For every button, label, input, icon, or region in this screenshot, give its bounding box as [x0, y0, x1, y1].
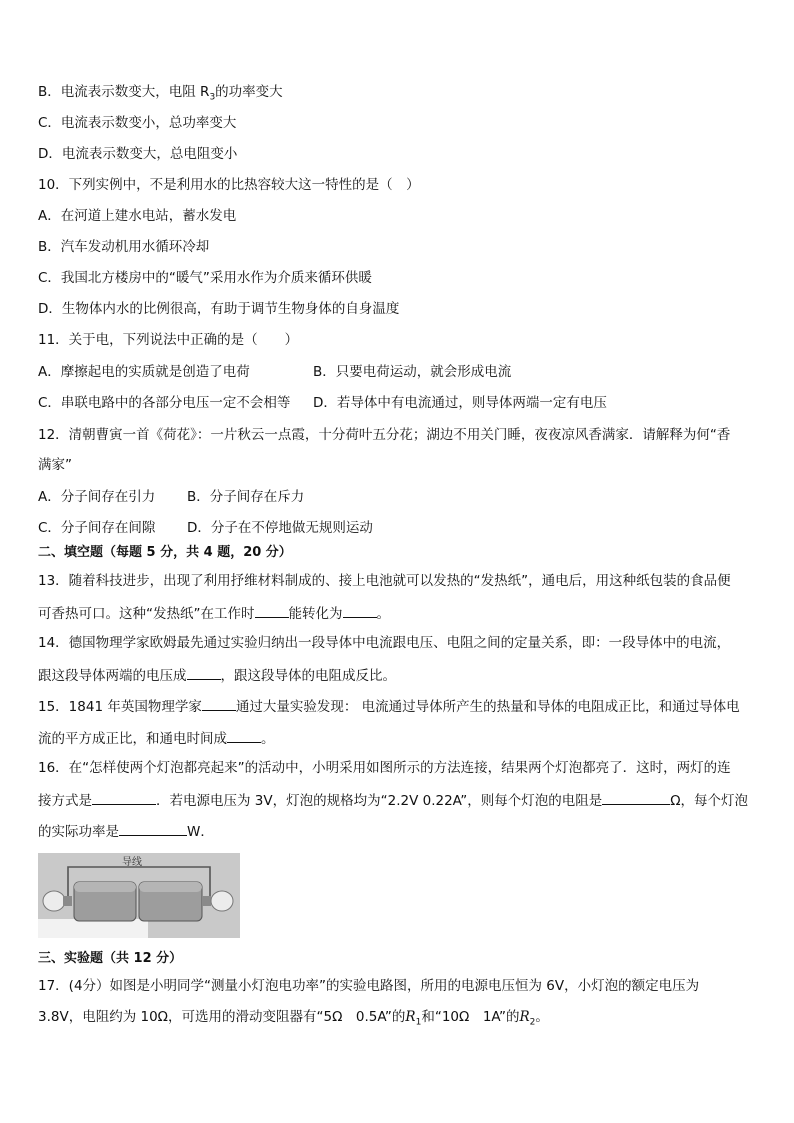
q9-option-d: D．电流表示数变大，总电阻变小 — [38, 146, 238, 162]
battery-bulb-figure — [38, 853, 240, 938]
q16-line3: 的实际功率是 W． — [38, 821, 214, 841]
answer-blank — [227, 728, 261, 743]
q14-line1: 14．德国物理学家欧姆最先通过实验归纳出一段导体中电流跟电压、电阻之间的定量关系，即：一段导体中的电流， — [38, 635, 731, 651]
answer-blank — [92, 790, 156, 805]
circuit-photo — [38, 853, 240, 938]
q12-option-c: C．分子间存在间隙 — [38, 520, 156, 536]
q11-option-c: C．串联电路中的各部分电压一定不会相等 — [38, 395, 291, 411]
q15-line2: 流的平方成正比，和通电时间成 。 — [38, 728, 275, 748]
q15-line1: 15．1841 年英国物理学家 通过大量实验发现： 电流通过导体所产生的热量和导体的电阻成正比，和通过导体电 — [38, 696, 740, 716]
q9-option-c: C．电流表示数变小，总功率变大 — [38, 115, 237, 131]
answer-blank — [343, 603, 377, 618]
q16-line1: 16．在“怎样使两个灯泡都亮起来”的活动中，小明采用如图所示的方法连接，结果两个灯泡都亮了．这时，两灯的连 — [38, 760, 731, 776]
q11-stem: 11．关于电，下列说法中正确的是（ ） — [38, 332, 299, 348]
wire-label: 导线 — [122, 857, 142, 868]
section-3-heading: 三、实验题（共 12 分） — [38, 951, 183, 966]
q10-option-a: A．在河道上建水电站，蓄水发电 — [38, 208, 237, 224]
q14-line2: 跟这段导体两端的电压成 ，跟这段导体的电阻成反比。 — [38, 665, 396, 685]
q9-option-b: B．电流表示数变大，电阻 $R_3$的功率变大 — [38, 84, 283, 103]
q12-stem-line1: 12．清朝曹寅一首《荷花》：一片秋云一点霞，十分荷叶五分花；湖边不用关门睡，夜夜凉风香满家．请解释为何“香 — [38, 427, 731, 443]
answer-blank — [602, 790, 670, 805]
answer-blank — [119, 821, 187, 836]
q17-line1: 17．(4分）如图是小明同学“测量小灯泡电功率”的实验电路图，所用的电源电压恒为 6V，小灯泡的额定电压为 — [38, 978, 700, 994]
q16-line2: 接方式是 ．若电源电压为 3V，灯泡的规格均为“2.2V 0.22A”，则每个灯泡的电阻是 Ω，每个灯泡 — [38, 790, 748, 810]
answer-blank — [255, 603, 289, 618]
q12-option-d: D．分子在不停地做无规则运动 — [187, 520, 373, 536]
q12-stem-line2: 满家” — [38, 457, 72, 473]
q10-option-d: D．生物体内水的比例很高，有助于调节生物身体的自身温度 — [38, 301, 400, 317]
q12-option-a: A．分子间存在引力 — [38, 489, 156, 505]
q13-line2: 可香热可口。这种“发热纸”在工作时 能转化为 。 — [38, 603, 390, 623]
q11-option-d: D．若导体中有电流通过，则导体两端一定有电压 — [313, 395, 607, 411]
q10-option-c: C．我国北方楼房中的“暖气”采用水作为介质来循环供暖 — [38, 270, 372, 286]
answer-blank — [202, 696, 236, 711]
q10-option-b: B．汽车发动机用水循环冷却 — [38, 239, 210, 255]
q13-line1: 13．随着科技进步，出现了利用抒维材料制成的、接上电池就可以发热的“发热纸”，通电后，用这种纸包装的食品便 — [38, 573, 731, 589]
q11-option-b: B．只要电荷运动，就会形成电流 — [313, 364, 512, 380]
q11-option-a: A．摩擦起电的实质就是创造了电荷 — [38, 364, 250, 380]
answer-blank — [187, 665, 221, 680]
section-2-heading: 二、填空题（每题 5 分，共 4 题，20 分） — [38, 545, 292, 560]
q17-line2: 3.8V，电阻约为 10Ω，可选用的滑动变阻器有“5Ω 0.5A”的$R_1$和“10Ω 1A”的$R_2$。 — [38, 1009, 549, 1028]
q10-stem: 10．下列实例中，不是利用水的比热容较大这一特性的是（ ） — [38, 177, 420, 193]
q12-option-b: B．分子间存在斥力 — [187, 489, 305, 505]
